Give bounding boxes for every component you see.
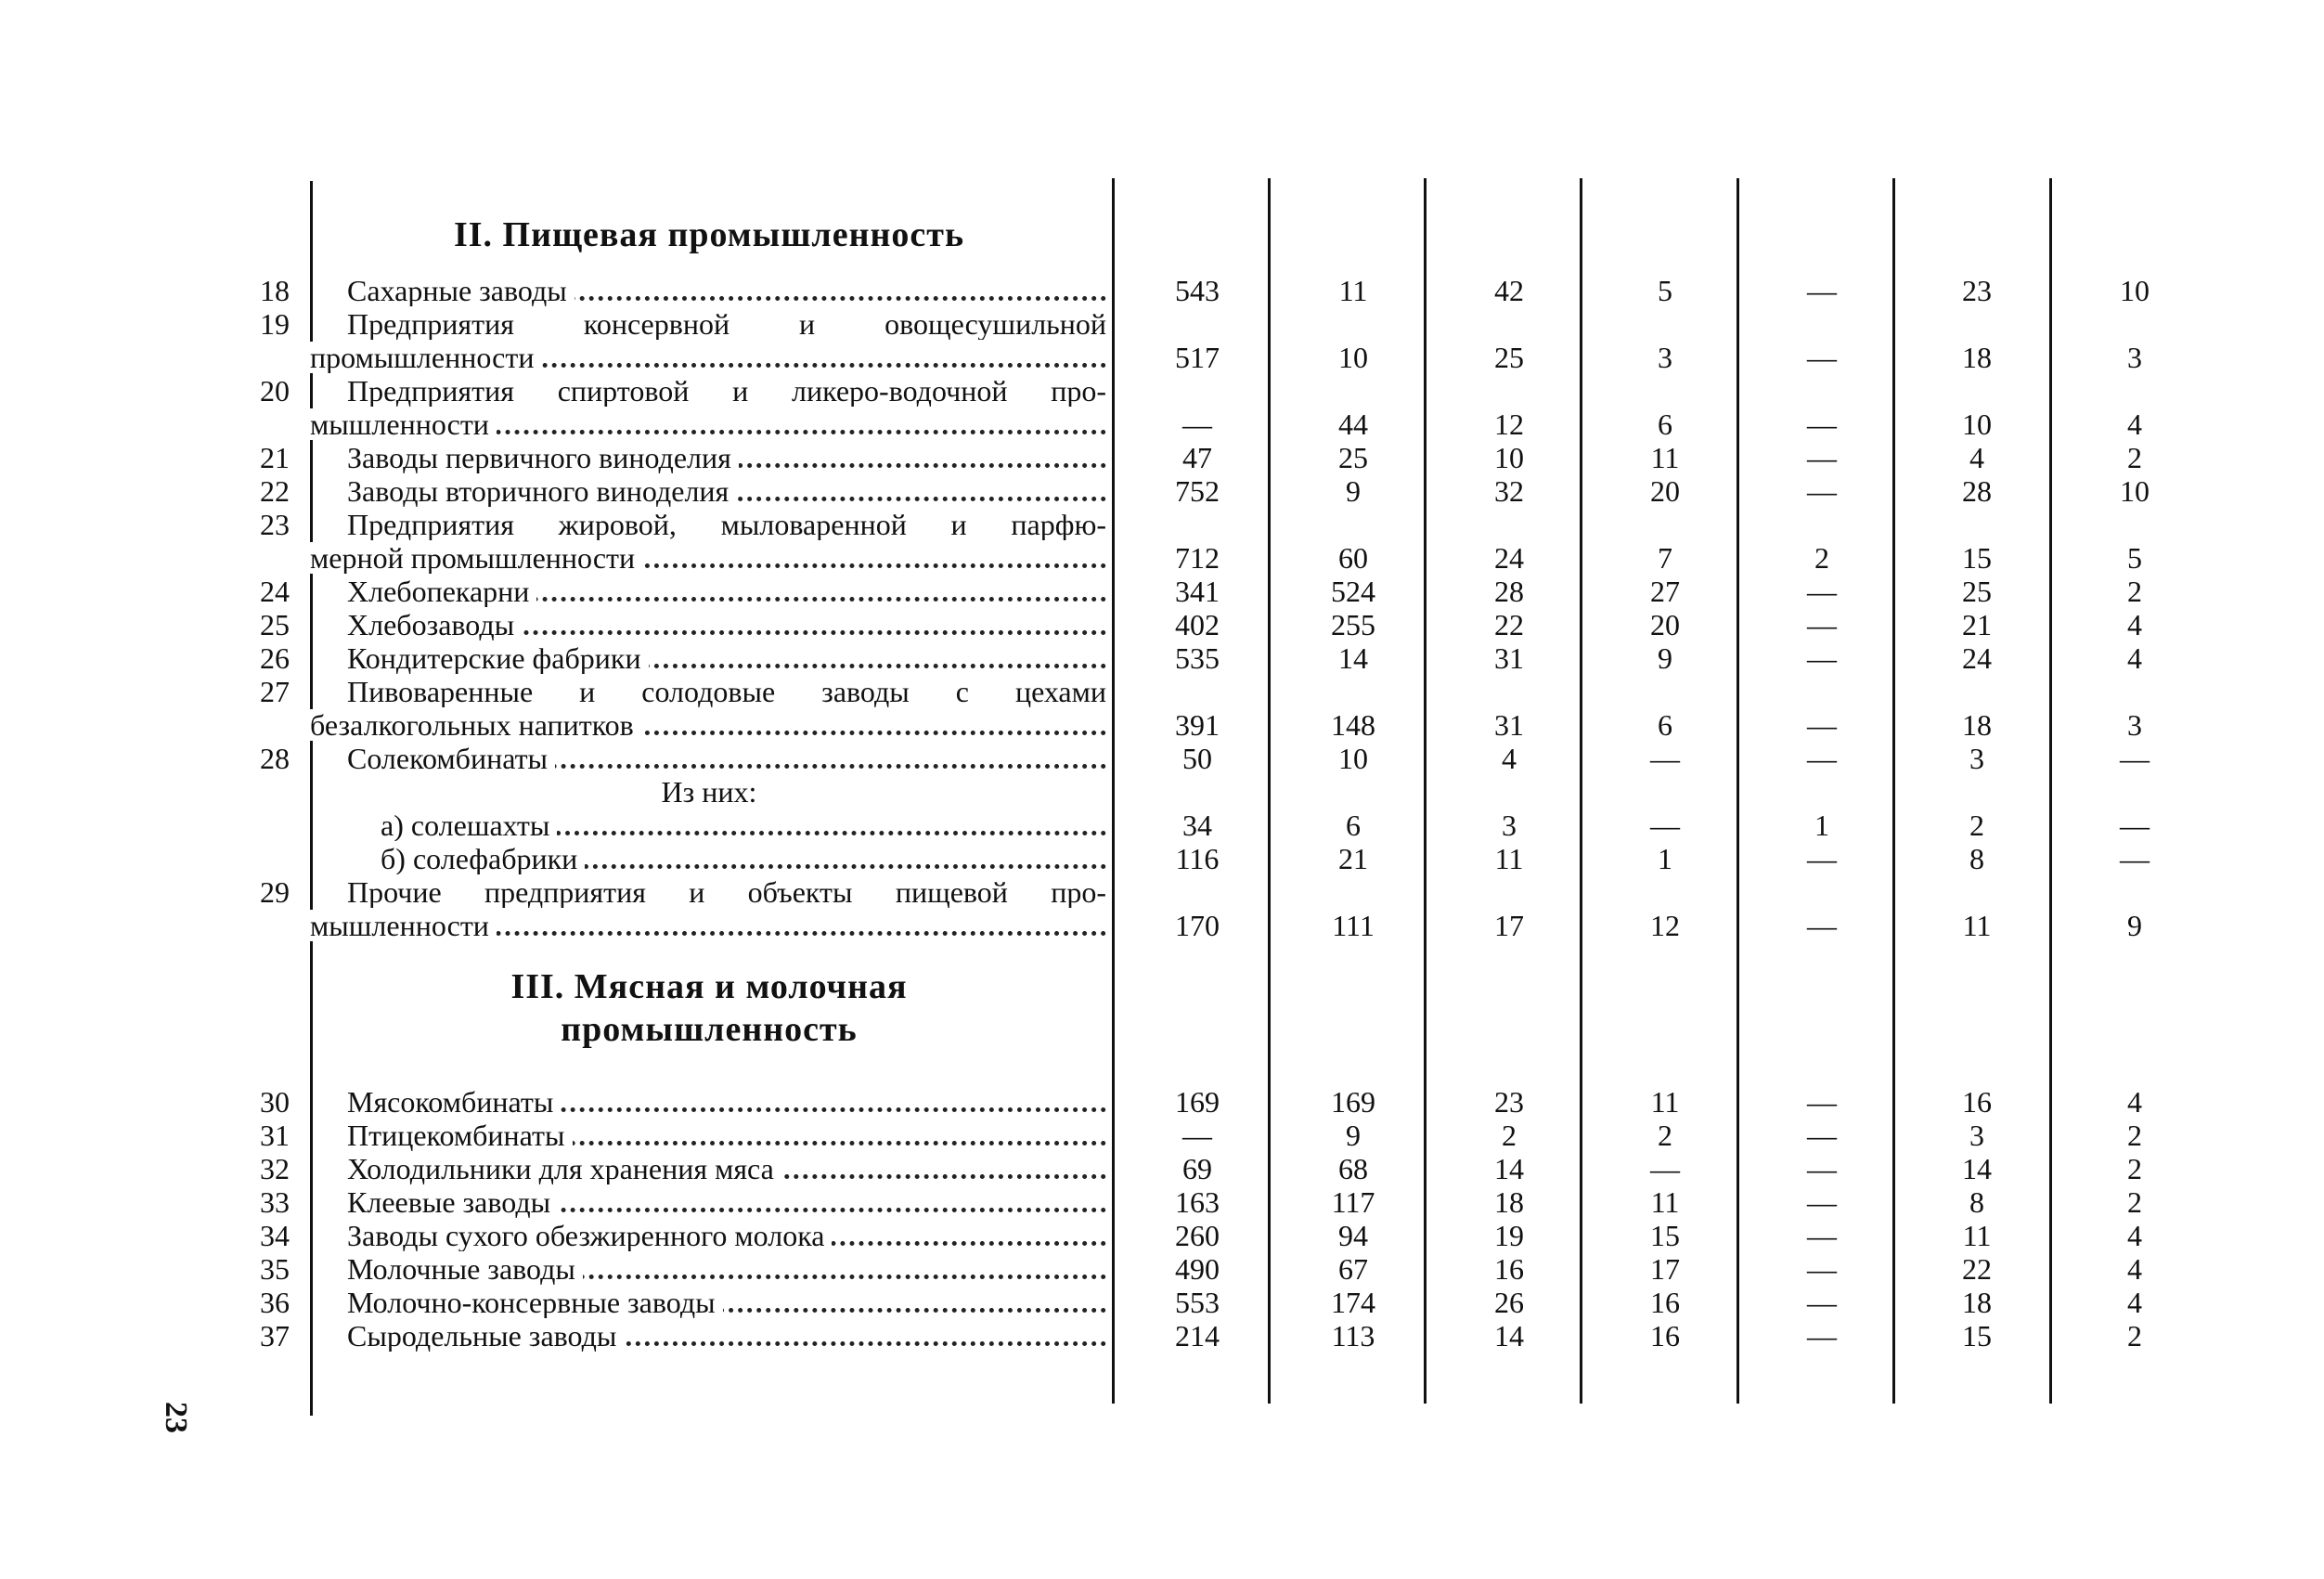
table-cell: 19 xyxy=(1494,1219,1524,1252)
table-cell: 4 xyxy=(1969,441,1984,474)
table-cell: 15 xyxy=(1962,541,1992,575)
table-cell: — xyxy=(1807,1185,1837,1219)
table-cell: 17 xyxy=(1494,909,1524,942)
table-cell: — xyxy=(1807,1119,1837,1152)
table-cell: 341 xyxy=(1175,575,1220,608)
table-cell: 31 xyxy=(1494,641,1524,675)
table-cell: 8 xyxy=(1969,842,1984,875)
table-cell: 402 xyxy=(1175,608,1220,641)
section-title: II. Пищевая промышленность xyxy=(453,215,965,254)
table-cell: 16 xyxy=(1962,1085,1992,1119)
row-label xyxy=(347,475,1106,507)
table-cell: 116 xyxy=(1175,842,1220,875)
table-cell: 11 xyxy=(1650,441,1680,474)
row-number: 32 xyxy=(260,1152,290,1185)
table-cell: 10 xyxy=(1338,742,1368,775)
table-cell: 170 xyxy=(1175,909,1220,942)
table-cell: 169 xyxy=(1331,1085,1375,1119)
row-label xyxy=(347,1186,1106,1218)
row-number: 35 xyxy=(260,1252,290,1286)
table-cell: 3 xyxy=(2127,341,2142,374)
table-cell: 255 xyxy=(1331,608,1375,641)
row-label-text: Сыродельные заводы xyxy=(347,1320,624,1352)
table-cell: 9 xyxy=(1346,474,1361,508)
table-cell: 20 xyxy=(1650,608,1680,641)
row-label-text: промышленности xyxy=(310,342,541,373)
table-cell: — xyxy=(1807,274,1837,307)
row-label xyxy=(310,709,1106,741)
page-number: 23 xyxy=(159,1402,193,1433)
row-number: 25 xyxy=(260,608,290,641)
row-label xyxy=(347,609,1106,641)
table-cell: 14 xyxy=(1494,1152,1524,1185)
table-cell: — xyxy=(1807,742,1837,775)
table-cell: 22 xyxy=(1962,1252,1992,1286)
row-label xyxy=(347,308,1106,340)
row-label xyxy=(347,375,1106,407)
table-cell: 169 xyxy=(1175,1085,1220,1119)
table-cell: 24 xyxy=(1962,641,1992,675)
table-cell: 4 xyxy=(2127,641,2142,675)
table-cell: 67 xyxy=(1338,1252,1368,1286)
table-cell: 9 xyxy=(2127,909,2142,942)
table-cell: 31 xyxy=(1494,708,1524,742)
table-cell: 28 xyxy=(1494,575,1524,608)
table-cell: 111 xyxy=(1332,909,1375,942)
row-label-text: Заводы вторичного виноделия xyxy=(347,475,736,507)
table-cell: 17 xyxy=(1650,1252,1680,1286)
table-cell: 9 xyxy=(1346,1119,1361,1152)
table-cell: 10 xyxy=(1494,441,1524,474)
table-cell: 16 xyxy=(1650,1319,1680,1353)
row-number: 29 xyxy=(260,875,290,909)
table-cell: 23 xyxy=(1962,274,1992,307)
table-cell: — xyxy=(1650,809,1680,842)
row-label xyxy=(347,1320,1106,1352)
section-title: промышленность xyxy=(561,1010,858,1049)
table-cell: 16 xyxy=(1650,1286,1680,1319)
table-cell: 260 xyxy=(1175,1219,1220,1252)
table-cell: 2 xyxy=(1814,541,1829,575)
table-cell: 15 xyxy=(1650,1219,1680,1252)
table-cell: 2 xyxy=(2127,1119,2142,1152)
section-title: III. Мясная и молочная xyxy=(510,967,908,1006)
row-label-text: Прочие предприятия и объекты пищевой про- xyxy=(347,876,1106,908)
row-label xyxy=(347,275,1106,306)
table-cell: 23 xyxy=(1494,1085,1524,1119)
row-label xyxy=(381,809,1106,841)
table-cell: 3 xyxy=(2127,708,2142,742)
table-cell: 25 xyxy=(1962,575,1992,608)
table-cell: — xyxy=(1807,1219,1837,1252)
row-number: 27 xyxy=(260,675,290,708)
row-label-text: Солекомбинаты xyxy=(347,743,555,774)
row-label-text: мышленности xyxy=(310,910,497,941)
row-number: 24 xyxy=(260,575,290,608)
table-cell: — xyxy=(1807,1152,1837,1185)
table-cell: 14 xyxy=(1494,1319,1524,1353)
row-number: 34 xyxy=(260,1219,290,1252)
table-cell: 3 xyxy=(1502,809,1517,842)
table-cell: — xyxy=(1807,608,1837,641)
table-cell: 44 xyxy=(1338,408,1368,441)
row-number: 18 xyxy=(260,274,290,307)
row-label xyxy=(347,509,1106,540)
row-label-text: Кондитерские фабрики xyxy=(347,642,649,674)
table-cell: 60 xyxy=(1338,541,1368,575)
table-cell: 543 xyxy=(1175,274,1220,307)
table-cell: 12 xyxy=(1494,408,1524,441)
table-cell: 5 xyxy=(1658,274,1672,307)
table-cell: 4 xyxy=(2127,608,2142,641)
row-label xyxy=(310,408,1106,440)
table-cell: 517 xyxy=(1175,341,1220,374)
row-label-text: Из них: xyxy=(661,776,757,808)
table-cell: 4 xyxy=(2127,1286,2142,1319)
table-cell: — xyxy=(1182,408,1212,441)
row-label xyxy=(347,1086,1106,1118)
table-cell: 26 xyxy=(1494,1286,1524,1319)
row-label-text: Молочные заводы xyxy=(347,1253,583,1285)
table-cell: 18 xyxy=(1962,341,1992,374)
column-rule xyxy=(1112,178,1115,1404)
table-cell: — xyxy=(2120,842,2150,875)
table-cell: 10 xyxy=(1962,408,1992,441)
row-number: 26 xyxy=(260,641,290,675)
table-cell: 27 xyxy=(1650,575,1680,608)
table-cell: — xyxy=(1650,1152,1680,1185)
row-label-text: Предприятия спиртовой и ликеро-водочной про- xyxy=(347,375,1106,407)
table-cell: — xyxy=(1807,842,1837,875)
table-cell: 2 xyxy=(1658,1119,1672,1152)
row-label-text: мышленности xyxy=(310,408,497,440)
table-cell: 14 xyxy=(1962,1152,1992,1185)
table-cell: 2 xyxy=(2127,575,2142,608)
row-label-text: мерной промышленности xyxy=(310,542,642,574)
table-cell: — xyxy=(1807,408,1837,441)
row-label-text: Молочно-консервные заводы xyxy=(347,1287,723,1318)
row-number: 22 xyxy=(260,474,290,508)
table-cell: 7 xyxy=(1658,541,1672,575)
table-cell: 117 xyxy=(1331,1185,1375,1219)
table-cell: 148 xyxy=(1331,708,1375,742)
row-label-text: Сахарные заводы xyxy=(347,275,575,306)
row-number: 31 xyxy=(260,1119,290,1152)
table-cell: 68 xyxy=(1338,1152,1368,1185)
row-label xyxy=(310,910,1106,941)
row-label xyxy=(347,743,1106,774)
table-cell: 11 xyxy=(1962,1219,1992,1252)
table-cell: 4 xyxy=(2127,408,2142,441)
table-cell: 18 xyxy=(1962,708,1992,742)
row-number: 20 xyxy=(260,374,290,408)
table-cell: 25 xyxy=(1338,441,1368,474)
row-label xyxy=(347,642,1106,674)
row-label xyxy=(347,876,1106,908)
table-cell: — xyxy=(1807,1319,1837,1353)
table-cell: 712 xyxy=(1175,541,1220,575)
row-label-text: Хлебопекарни xyxy=(347,576,536,607)
table-cell: 113 xyxy=(1331,1319,1375,1353)
table-cell: — xyxy=(1807,708,1837,742)
table-cell: 2 xyxy=(2127,1152,2142,1185)
table-cell: 2 xyxy=(1969,809,1984,842)
row-number: 36 xyxy=(260,1286,290,1319)
table-cell: — xyxy=(1807,474,1837,508)
row-label xyxy=(347,1153,1106,1184)
table-cell: 28 xyxy=(1962,474,1992,508)
row-label-text: безалкогольных напитков xyxy=(310,709,641,741)
row-label-text: Предприятия жировой, мыловаренной и парфю- xyxy=(347,509,1106,540)
row-label xyxy=(310,776,1108,808)
table-cell: 3 xyxy=(1658,341,1672,374)
table-cell: 6 xyxy=(1346,809,1361,842)
table-cell: 10 xyxy=(2120,474,2150,508)
table-cell: 2 xyxy=(2127,1319,2142,1353)
row-number: 28 xyxy=(260,742,290,775)
table-cell: 752 xyxy=(1175,474,1220,508)
table-cell: 18 xyxy=(1494,1185,1524,1219)
table-cell: — xyxy=(1182,1119,1212,1152)
table-cell: 11 xyxy=(1650,1085,1680,1119)
table-cell: 12 xyxy=(1650,909,1680,942)
table-cell: 14 xyxy=(1338,641,1368,675)
row-number: 37 xyxy=(260,1319,290,1353)
table-cell: 163 xyxy=(1175,1185,1220,1219)
table-cell: 24 xyxy=(1494,541,1524,575)
row-label xyxy=(347,1287,1106,1318)
table-cell: 18 xyxy=(1962,1286,1992,1319)
table-cell: 9 xyxy=(1658,641,1672,675)
table-cell: 34 xyxy=(1182,809,1212,842)
row-label xyxy=(347,676,1106,707)
table-cell: 11 xyxy=(1338,274,1368,307)
table-cell: 21 xyxy=(1338,842,1368,875)
table-cell: 16 xyxy=(1494,1252,1524,1286)
table-cell: 50 xyxy=(1182,742,1212,775)
table-cell: 4 xyxy=(2127,1252,2142,1286)
table-cell: 524 xyxy=(1331,575,1375,608)
table-cell: 94 xyxy=(1338,1219,1368,1252)
table-cell: 490 xyxy=(1175,1252,1220,1286)
table-cell: — xyxy=(1807,441,1837,474)
table-cell: 4 xyxy=(1502,742,1517,775)
table-cell: 214 xyxy=(1175,1319,1220,1353)
table-cell: 10 xyxy=(2120,274,2150,307)
table-cell: — xyxy=(1807,341,1837,374)
table-cell: 42 xyxy=(1494,274,1524,307)
table-cell: 535 xyxy=(1175,641,1220,675)
row-label-text: Заводы сухого обезжиренного молока xyxy=(347,1220,832,1251)
table-cell: 11 xyxy=(1650,1185,1680,1219)
table-cell: 10 xyxy=(1338,341,1368,374)
row-label-text: а) солешахты xyxy=(381,809,557,841)
table-cell: 553 xyxy=(1175,1286,1220,1319)
row-label-text: Холодильники для хранения мяса xyxy=(347,1153,781,1184)
table-cell: 1 xyxy=(1658,842,1672,875)
table-cell: 6 xyxy=(1658,408,1672,441)
table-cell: 69 xyxy=(1182,1152,1212,1185)
row-number: 33 xyxy=(260,1185,290,1219)
table-cell: — xyxy=(1807,909,1837,942)
row-label xyxy=(347,1220,1106,1251)
row-label xyxy=(347,576,1106,607)
row-label xyxy=(310,342,1106,373)
table-cell: 2 xyxy=(2127,441,2142,474)
table-cell: 25 xyxy=(1494,341,1524,374)
table-cell: — xyxy=(2120,742,2150,775)
table-cell: 15 xyxy=(1962,1319,1992,1353)
table-cell: 391 xyxy=(1175,708,1220,742)
row-label-text: Клеевые заводы xyxy=(347,1186,558,1218)
table-cell: — xyxy=(1807,575,1837,608)
row-label-text: Птицекомбинаты xyxy=(347,1120,573,1151)
row-label-text: Предприятия консервной и овощесушильной xyxy=(347,308,1106,340)
row-number: 19 xyxy=(260,307,290,341)
row-label-text: Заводы первичного виноделия xyxy=(347,442,739,473)
table-cell: 11 xyxy=(1494,842,1524,875)
table-cell: — xyxy=(2120,809,2150,842)
table-cell: 8 xyxy=(1969,1185,1984,1219)
table-cell: — xyxy=(1807,1085,1837,1119)
table-cell: 47 xyxy=(1182,441,1212,474)
row-label-text: Пивоваренные и солодовые заводы с цехами xyxy=(347,676,1106,707)
row-label xyxy=(347,442,1106,473)
table-cell: 174 xyxy=(1331,1286,1375,1319)
row-label-text: Хлебозаводы xyxy=(347,609,522,641)
row-label-text: б) солефабрики xyxy=(381,843,585,874)
row-label xyxy=(347,1120,1106,1151)
table-cell: 21 xyxy=(1962,608,1992,641)
table-cell: 11 xyxy=(1962,909,1992,942)
row-number: 23 xyxy=(260,508,290,541)
table-cell: 22 xyxy=(1494,608,1524,641)
table-cell: — xyxy=(1807,1252,1837,1286)
row-label xyxy=(381,843,1106,874)
row-label xyxy=(310,542,1106,574)
table-cell: 1 xyxy=(1814,809,1829,842)
table-cell: 3 xyxy=(1969,1119,1984,1152)
table-cell: 2 xyxy=(1502,1119,1517,1152)
table-cell: — xyxy=(1807,641,1837,675)
table-cell: 20 xyxy=(1650,474,1680,508)
row-number: 30 xyxy=(260,1085,290,1119)
table-cell: 4 xyxy=(2127,1085,2142,1119)
table-cell: 6 xyxy=(1658,708,1672,742)
table-cell: 3 xyxy=(1969,742,1984,775)
row-label-text: Мясокомбинаты xyxy=(347,1086,561,1118)
table-cell: 2 xyxy=(2127,1185,2142,1219)
row-number: 21 xyxy=(260,441,290,474)
table-cell: 4 xyxy=(2127,1219,2142,1252)
table-cell: — xyxy=(1807,1286,1837,1319)
table-cell: 5 xyxy=(2127,541,2142,575)
table-cell: 32 xyxy=(1494,474,1524,508)
table-cell: — xyxy=(1650,742,1680,775)
row-label xyxy=(347,1253,1106,1285)
